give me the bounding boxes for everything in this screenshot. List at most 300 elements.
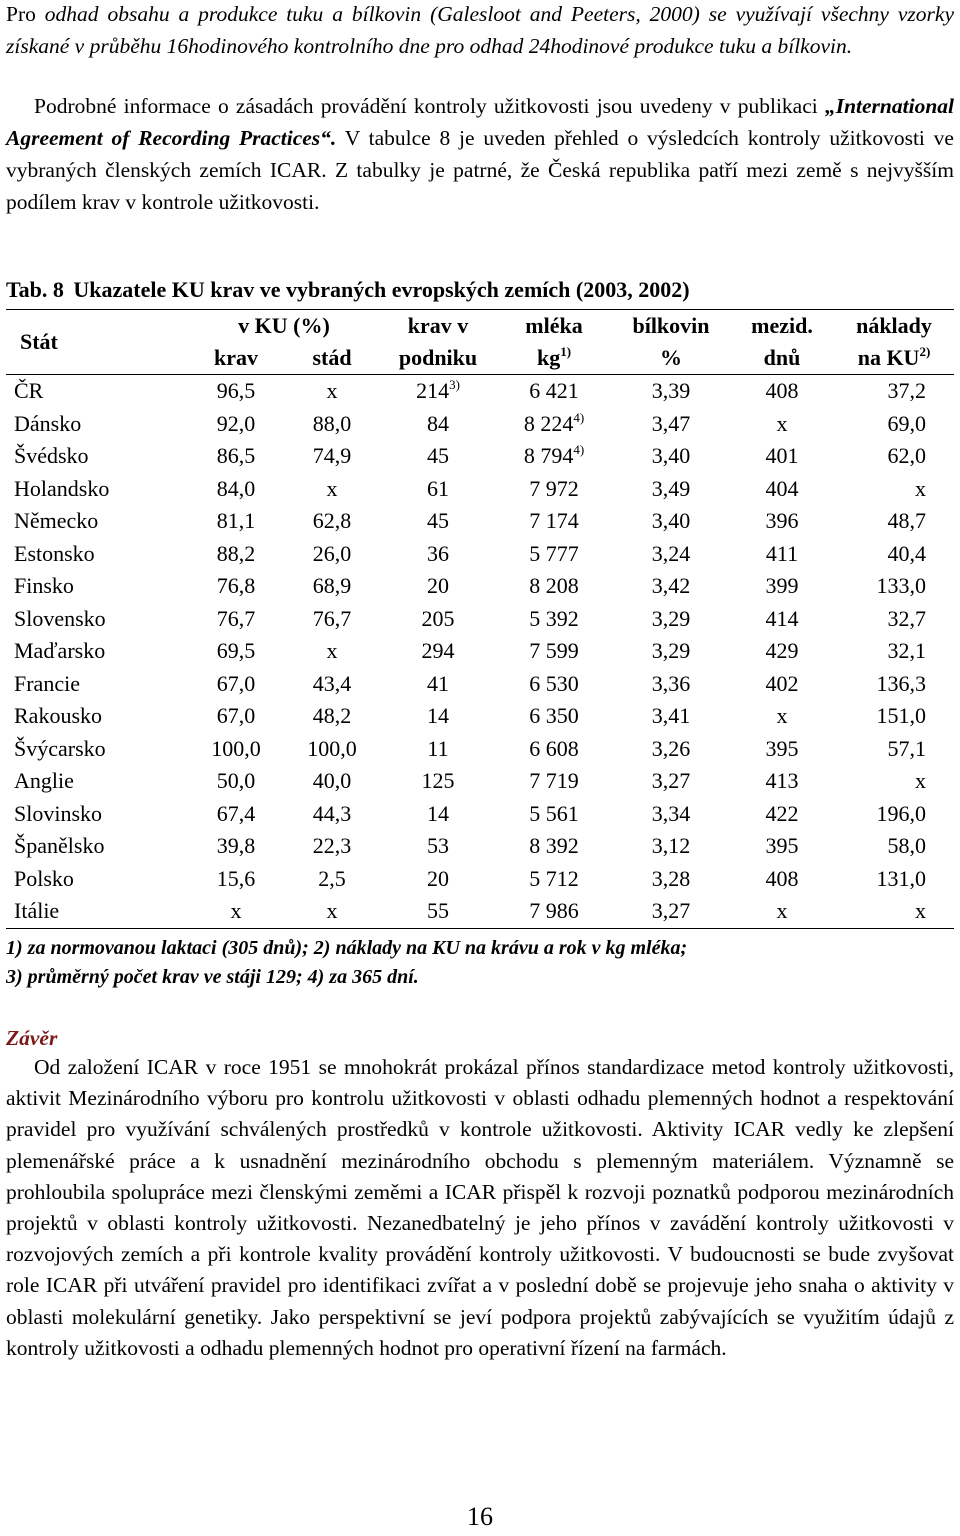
cell-podnik xyxy=(380,635,496,668)
cell-krav xyxy=(188,408,284,441)
cell-naklady xyxy=(834,668,954,701)
cell-podnik-value: 14 xyxy=(427,703,449,729)
cell-stad-value: x xyxy=(326,638,338,664)
table-number: Tab. 8 xyxy=(6,277,64,302)
cell-bilkovin xyxy=(612,440,730,473)
conclusion-paragraph: Od založení ICAR v roce 1951 se mnohokrát prokázal přínos standardizace metod kontroly užitkovosti, aktivit Mezinárodního výboru pro kontrolu užitkovosti v oblasti odhadu plemenných hodnot a respektování pravidel pro využívání schválených prostředků v kontrole užitkovosti. Aktivity ICAR vedly ke zlepšení plemenářské práce a k usnadnění mezinárodního obchodu s plemenným materiálem. Významně se prohloubila spolupráce mezi členskými zeměmi a ICAR přispěl k rozvoji poznatků podporou mezinárodních projektů v oblasti kontroly užitkovosti. Nezanedbatelný je jeho přínos v zavádění kontroly užitkovosti v rozvojových zemích a při kontrole kvality provádění kontroly užitkovosti. V budoucnosti se bude zvyšovat role ICAR při utváření pravidel pro identifikaci zvířat a v poslední době se projevuje jeho snaha o aktivity v oblasti molekulární genetiky. Jako perspektivní se jeví podpora projektů zabývajících se využitím údajů z kontroly užitkovosti a odhadu plemenných hodnot pro operativní řízení na farmách. xyxy=(6,1055,954,1360)
cell-naklady xyxy=(834,570,954,603)
cell-mleka-value: 7 972 xyxy=(529,475,579,501)
cell-stad-value: 76,7 xyxy=(312,605,352,631)
cell-krav-value: 76,7 xyxy=(216,605,256,631)
cell-bilkovin-value: 3,34 xyxy=(651,800,691,826)
cell-bilkovin xyxy=(612,765,730,798)
header-krav: krav xyxy=(188,342,284,375)
cell-bilkovin xyxy=(612,473,730,506)
cell-mleka xyxy=(496,863,612,896)
cell-stad-value: 44,3 xyxy=(312,800,352,826)
cell-stad xyxy=(284,473,380,506)
header-kg xyxy=(496,342,612,375)
cell-mleka xyxy=(496,635,612,668)
header-naku xyxy=(834,342,954,375)
cell-stad xyxy=(284,505,380,538)
cell-mleka xyxy=(496,473,612,506)
cell-krav-value: 100,0 xyxy=(211,735,261,761)
cell-naklady-value: 57,1 xyxy=(887,735,926,761)
table-row xyxy=(6,635,954,668)
cell-naklady xyxy=(834,635,954,668)
cell-stat xyxy=(6,570,188,603)
cell-stat-value: Španělsko xyxy=(14,833,105,859)
cell-mezid-value: x xyxy=(776,410,788,436)
cell-mleka xyxy=(496,830,612,863)
cell-mleka-value: 5 777 xyxy=(529,540,579,566)
cell-podnik xyxy=(380,473,496,506)
cell-krav xyxy=(188,733,284,766)
cell-mezid xyxy=(730,375,834,408)
page-number: 16 xyxy=(467,1502,493,1531)
cell-bilkovin xyxy=(612,538,730,571)
cell-krav xyxy=(188,895,284,928)
table-row xyxy=(6,505,954,538)
cell-stat-value: Maďarsko xyxy=(14,638,106,664)
conclusion-heading: Závěr xyxy=(6,1026,58,1050)
cell-mezid-value: 413 xyxy=(765,768,799,794)
cell-stat xyxy=(6,603,188,636)
cell-stad-value: 68,9 xyxy=(312,573,352,599)
cell-podnik-value: 41 xyxy=(427,670,449,696)
cell-naklady xyxy=(834,440,954,473)
header-naklady: náklady xyxy=(834,310,954,343)
cell-mezid xyxy=(730,635,834,668)
cell-mleka xyxy=(496,375,612,408)
table-body xyxy=(6,375,954,929)
cell-stat xyxy=(6,505,188,538)
cell-stat xyxy=(6,668,188,701)
cell-stad-value: 22,3 xyxy=(312,833,352,859)
cell-podnik-footnote: 3) xyxy=(449,377,460,393)
cell-naklady-value: x xyxy=(915,768,926,794)
cell-mleka xyxy=(496,895,612,928)
cell-mleka xyxy=(496,733,612,766)
cell-mleka-value: 8 224 xyxy=(523,410,574,436)
footnote-line-1: 1) za normovanou laktaci (305 dnů); 2) náklady na KU na krávu a rok v kg mléka; xyxy=(6,937,688,959)
cell-mleka xyxy=(496,603,612,636)
cell-krav xyxy=(188,668,284,701)
table-row xyxy=(6,895,954,928)
table-footnotes xyxy=(6,934,687,992)
cell-krav-value: 92,0 xyxy=(216,410,256,436)
cell-stat-value: Itálie xyxy=(14,898,60,924)
cell-naklady xyxy=(834,798,954,831)
cell-naklady-value: 62,0 xyxy=(887,443,926,469)
cell-naklady-value: 131,0 xyxy=(876,865,926,891)
cell-krav-value: x xyxy=(230,898,242,924)
header-dnu: dnů xyxy=(730,342,834,375)
cell-podnik xyxy=(380,798,496,831)
table-row xyxy=(6,863,954,896)
cell-mleka-footnote: 4) xyxy=(573,442,585,458)
cell-stad-value: 26,0 xyxy=(312,540,352,566)
cell-stad-value: x xyxy=(326,378,338,404)
cell-podnik xyxy=(380,863,496,896)
cell-stat-value: ČR xyxy=(14,378,44,404)
cell-bilkovin-value: 3,41 xyxy=(651,703,691,729)
cell-mezid xyxy=(730,863,834,896)
cell-mleka xyxy=(496,538,612,571)
cell-mezid xyxy=(730,473,834,506)
cell-mezid-value: 401 xyxy=(765,443,799,469)
intro-p2-end: V tabulce 8 je uveden přehled o výsledcích kontroly užitkovosti ve vybraných členských zemích ICAR. Z tabulky je patrné, že Česká republika patří mezi země s nejvyšším podílem krav v kontrole užitkovosti. xyxy=(6,126,954,214)
cell-naklady xyxy=(834,863,954,896)
cell-podnik-value: 45 xyxy=(427,443,449,469)
cell-bilkovin xyxy=(612,798,730,831)
cell-bilkovin-value: 3,26 xyxy=(651,735,691,761)
cell-mezid xyxy=(730,830,834,863)
cell-podnik xyxy=(380,765,496,798)
cell-stad-value: 62,8 xyxy=(312,508,352,534)
cell-mleka xyxy=(496,798,612,831)
cell-bilkovin-value: 3,42 xyxy=(651,573,691,599)
cell-podnik-value: 53 xyxy=(427,833,449,859)
cell-podnik-value: 55 xyxy=(427,898,449,924)
cell-bilkovin-value: 3,49 xyxy=(651,475,691,501)
cell-stad xyxy=(284,863,380,896)
cell-naklady-value: 48,7 xyxy=(887,508,926,534)
cell-naklady xyxy=(834,765,954,798)
cell-stat xyxy=(6,765,188,798)
intro-paragraph-2 xyxy=(6,90,954,218)
cell-krav-value: 76,8 xyxy=(216,573,256,599)
cell-krav xyxy=(188,863,284,896)
header-vku: v KU (%) xyxy=(188,310,380,343)
cell-stad-value: 2,5 xyxy=(318,865,346,891)
cell-bilkovin-value: 3,27 xyxy=(651,898,691,924)
cell-stat-value: Německo xyxy=(14,508,99,534)
cell-bilkovin-value: 3,24 xyxy=(651,540,691,566)
cell-mleka-value: 7 599 xyxy=(529,638,579,664)
cell-krav xyxy=(188,798,284,831)
table-row xyxy=(6,473,954,506)
cell-naklady xyxy=(834,895,954,928)
cell-stad xyxy=(284,603,380,636)
cell-stat-value: Slovensko xyxy=(14,605,106,631)
intro-paragraph-1 xyxy=(6,0,954,62)
cell-stat-value: Anglie xyxy=(14,768,74,794)
cell-stat-value: Švédsko xyxy=(14,443,89,469)
cell-mezid-value: 429 xyxy=(765,638,799,664)
table-row xyxy=(6,700,954,733)
cell-mleka-value: 8 208 xyxy=(529,573,579,599)
cell-naklady-value: 151,0 xyxy=(876,703,926,729)
cell-stat-value: Finsko xyxy=(14,573,74,599)
cell-bilkovin xyxy=(612,375,730,408)
cell-krav xyxy=(188,538,284,571)
cell-mezid-value: 422 xyxy=(765,800,799,826)
cell-mleka-value: 7 719 xyxy=(529,768,579,794)
cell-krav-value: 96,5 xyxy=(216,378,256,404)
cell-mleka-value: 8 794 xyxy=(523,443,574,469)
cell-mezid-value: 404 xyxy=(765,475,799,501)
cell-krav xyxy=(188,570,284,603)
header-stad: stád xyxy=(284,342,380,375)
header-stat: Stát xyxy=(6,310,188,375)
cell-mezid xyxy=(730,538,834,571)
table-header-row-1 xyxy=(6,310,954,343)
cell-podnik-value: 294 xyxy=(421,638,455,664)
cell-mezid-value: 395 xyxy=(765,833,799,859)
header-mleka: mléka xyxy=(496,310,612,343)
cell-mezid-value: 414 xyxy=(765,605,799,631)
cell-podnik xyxy=(380,408,496,441)
cell-bilkovin-value: 3,40 xyxy=(651,443,691,469)
cell-mleka xyxy=(496,668,612,701)
footnote-line-2: 3) průměrný počet krav ve stáji 129; 4) za 365 dní. xyxy=(6,966,419,988)
cell-stad xyxy=(284,538,380,571)
cell-naklady-value: 133,0 xyxy=(876,573,926,599)
cell-naklady-value: 69,0 xyxy=(887,410,926,436)
cell-bilkovin-value: 3,27 xyxy=(651,768,691,794)
cell-stat xyxy=(6,635,188,668)
cell-podnik-value: 20 xyxy=(427,865,449,891)
cell-stat xyxy=(6,375,188,408)
cell-stat xyxy=(6,700,188,733)
table-row xyxy=(6,798,954,831)
table-row xyxy=(6,440,954,473)
cell-naklady-value: 40,4 xyxy=(887,540,926,566)
cell-stad xyxy=(284,440,380,473)
cell-podnik-value: 36 xyxy=(427,540,449,566)
cell-mezid xyxy=(730,733,834,766)
cell-stat xyxy=(6,408,188,441)
cell-stad xyxy=(284,700,380,733)
cell-krav-value: 15,6 xyxy=(216,865,256,891)
cell-stat xyxy=(6,863,188,896)
cell-stad xyxy=(284,570,380,603)
cell-podnik-value: 214 xyxy=(416,378,450,404)
cell-bilkovin xyxy=(612,570,730,603)
cell-stat xyxy=(6,440,188,473)
cell-stad xyxy=(284,668,380,701)
cell-mezid xyxy=(730,603,834,636)
table-row xyxy=(6,570,954,603)
cell-stat xyxy=(6,473,188,506)
cell-podnik-value: 11 xyxy=(427,735,449,761)
table-row xyxy=(6,603,954,636)
cell-bilkovin-value: 3,12 xyxy=(651,833,691,859)
cell-mezid xyxy=(730,440,834,473)
cell-mleka-value: 6 421 xyxy=(529,378,579,404)
cell-stat-value: Polsko xyxy=(14,865,74,891)
cell-stat-value: Estonsko xyxy=(14,540,95,566)
cell-mezid-value: 395 xyxy=(765,735,799,761)
cell-mleka-value: 6 530 xyxy=(529,670,579,696)
cell-podnik xyxy=(380,440,496,473)
cell-mezid xyxy=(730,765,834,798)
cell-mezid xyxy=(730,570,834,603)
cell-krav-value: 88,2 xyxy=(216,540,256,566)
table-row xyxy=(6,765,954,798)
cell-stat-value: Slovinsko xyxy=(14,800,103,826)
cell-podnik xyxy=(380,895,496,928)
cell-stat-value: Švýcarsko xyxy=(14,735,106,761)
cell-mezid xyxy=(730,700,834,733)
cell-stat-value: Dánsko xyxy=(14,410,82,436)
table-row xyxy=(6,408,954,441)
cell-stad-value: x xyxy=(326,898,338,924)
cell-mleka xyxy=(496,570,612,603)
cell-mezid xyxy=(730,798,834,831)
cell-stad xyxy=(284,798,380,831)
header-podniku: podniku xyxy=(380,342,496,375)
cell-stad-value: 43,4 xyxy=(312,670,352,696)
cell-krav xyxy=(188,440,284,473)
cell-bilkovin-value: 3,47 xyxy=(651,410,691,436)
cell-krav xyxy=(188,375,284,408)
cell-mezid xyxy=(730,895,834,928)
cell-mezid-value: 408 xyxy=(765,378,799,404)
cell-naklady-value: 32,1 xyxy=(887,638,926,664)
cell-naklady-value: 136,3 xyxy=(876,670,926,696)
header-naku-text: na KU xyxy=(857,345,920,370)
cell-podnik-value: 45 xyxy=(427,508,449,534)
cell-naklady xyxy=(834,603,954,636)
cell-naklady-value: x xyxy=(915,475,926,501)
table-row xyxy=(6,668,954,701)
cell-stad-value: 100,0 xyxy=(307,735,357,761)
cell-stad-value: 88,0 xyxy=(312,410,352,436)
cell-krav xyxy=(188,830,284,863)
table-row xyxy=(6,830,954,863)
cell-stad xyxy=(284,830,380,863)
cell-mezid-value: x xyxy=(776,703,788,729)
cell-podnik xyxy=(380,505,496,538)
cell-stat xyxy=(6,733,188,766)
cell-krav-value: 86,5 xyxy=(216,443,256,469)
header-kg-footnote: 1) xyxy=(560,344,572,359)
cell-stad-value: x xyxy=(326,475,338,501)
cell-bilkovin xyxy=(612,408,730,441)
cell-podnik-value: 205 xyxy=(421,605,455,631)
cell-bilkovin xyxy=(612,863,730,896)
cell-krav xyxy=(188,603,284,636)
cell-naklady-value: x xyxy=(915,898,926,924)
cell-bilkovin xyxy=(612,700,730,733)
cell-podnik xyxy=(380,375,496,408)
cell-podnik xyxy=(380,700,496,733)
cell-podnik xyxy=(380,830,496,863)
cell-stat xyxy=(6,538,188,571)
cell-stad-value: 74,9 xyxy=(312,443,352,469)
cell-mezid-value: 402 xyxy=(765,670,799,696)
cell-naklady xyxy=(834,375,954,408)
cell-stad xyxy=(284,733,380,766)
cell-podnik-value: 14 xyxy=(427,800,449,826)
cell-mleka-value: 5 392 xyxy=(529,605,579,631)
table-title: Ukazatele KU krav ve vybraných evropských zemích (2003, 2002) xyxy=(73,277,690,302)
header-krav-v: krav v xyxy=(380,310,496,343)
cell-stad xyxy=(284,635,380,668)
cell-stad xyxy=(284,375,380,408)
cell-mleka xyxy=(496,765,612,798)
cell-krav-value: 39,8 xyxy=(216,833,256,859)
cell-podnik-value: 61 xyxy=(427,475,449,501)
cell-bilkovin xyxy=(612,635,730,668)
cell-mleka xyxy=(496,440,612,473)
cell-podnik-value: 125 xyxy=(421,768,455,794)
cell-stad-value: 48,2 xyxy=(312,703,352,729)
cell-stad-value: 40,0 xyxy=(312,768,352,794)
cell-bilkovin xyxy=(612,733,730,766)
cell-stat-value: Rakousko xyxy=(14,703,102,729)
cell-krav-value: 50,0 xyxy=(216,768,256,794)
intro-p2-start: Podrobné informace o zásadách provádění kontroly užitkovosti jsou uvedeny v publikaci xyxy=(34,94,825,118)
intro-p1-start: Pro xyxy=(6,2,45,26)
cell-podnik xyxy=(380,538,496,571)
cell-naklady-value: 37,2 xyxy=(887,378,926,404)
cell-stat xyxy=(6,895,188,928)
cell-bilkovin xyxy=(612,603,730,636)
cell-naklady-value: 32,7 xyxy=(887,605,926,631)
cell-mleka xyxy=(496,700,612,733)
data-table xyxy=(6,309,954,929)
cell-stad xyxy=(284,408,380,441)
cell-mleka-footnote: 4) xyxy=(573,409,585,425)
cell-mleka-value: 7 174 xyxy=(529,508,579,534)
table-row xyxy=(6,375,954,408)
cell-krav xyxy=(188,765,284,798)
cell-podnik xyxy=(380,733,496,766)
cell-mleka-value: 6 350 xyxy=(529,703,579,729)
cell-podnik-value: 20 xyxy=(427,573,449,599)
cell-bilkovin xyxy=(612,668,730,701)
cell-krav-value: 67,0 xyxy=(216,703,256,729)
header-bilkovin: bílkovin xyxy=(612,310,730,343)
cell-krav-value: 67,4 xyxy=(216,800,256,826)
cell-krav-value: 81,1 xyxy=(216,508,256,534)
cell-bilkovin xyxy=(612,895,730,928)
cell-mezid xyxy=(730,668,834,701)
header-kg-text: kg xyxy=(536,345,561,370)
cell-mezid-value: x xyxy=(776,898,788,924)
cell-naklady xyxy=(834,408,954,441)
cell-podnik xyxy=(380,668,496,701)
cell-krav xyxy=(188,505,284,538)
table-row xyxy=(6,733,954,766)
cell-stat-value: Holandsko xyxy=(14,475,110,501)
cell-mezid-value: 411 xyxy=(765,540,799,566)
cell-podnik xyxy=(380,570,496,603)
cell-stat xyxy=(6,830,188,863)
cell-naklady xyxy=(834,473,954,506)
cell-mleka-value: 8 392 xyxy=(529,833,579,859)
cell-krav-value: 69,5 xyxy=(216,638,256,664)
cell-bilkovin-value: 3,36 xyxy=(651,670,691,696)
intro-p1-italic: odhad obsahu a produkce tuku a bílkovin (Galesloot and Peeters, 2000) se využívají všechny vzorky získané v průběhu 16hodinového kontrolního dne pro odhad 24hodinové produkce tuku a bílkovin. xyxy=(6,2,954,58)
cell-mleka-value: 7 986 xyxy=(529,898,579,924)
cell-naklady xyxy=(834,538,954,571)
cell-mezid-value: 399 xyxy=(765,573,799,599)
cell-bilkovin-value: 3,29 xyxy=(651,638,691,664)
cell-naklady xyxy=(834,505,954,538)
cell-mleka xyxy=(496,408,612,441)
cell-mezid-value: 396 xyxy=(765,508,799,534)
cell-krav xyxy=(188,700,284,733)
cell-stad xyxy=(284,895,380,928)
header-pct: % xyxy=(612,342,730,375)
cell-stad xyxy=(284,765,380,798)
cell-naklady xyxy=(834,830,954,863)
cell-mezid xyxy=(730,408,834,441)
